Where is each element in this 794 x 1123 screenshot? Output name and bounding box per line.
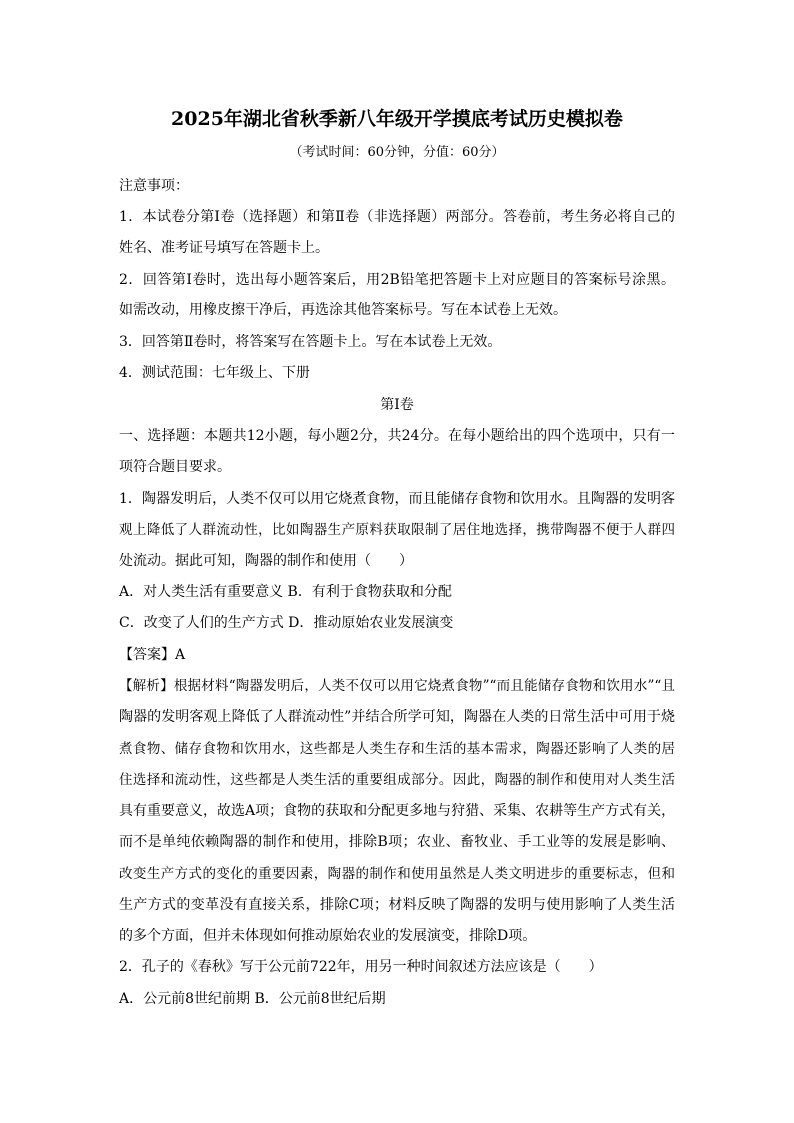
note-line: 1．本试卷分第Ⅰ卷（选择题）和第Ⅱ卷（非选择题）两部分。答卷前，考生务必将自己的 [119, 209, 675, 225]
q1-analysis-line: 的多个方面，但并未体现如何推动原始农业的发展演变，排除D项。 [119, 928, 537, 944]
section-title: 第Ⅰ卷 [380, 397, 414, 413]
q1-analysis-line: 而不是单纯依赖陶器的制作和使用，排除B项；农业、畜牧业、手工业等的发展是影响、 [119, 834, 675, 850]
section-intro-line: 项符合题目要求。 [119, 459, 231, 475]
q1-stem-line: 观上降低了人群流动性，比如陶器生产原料获取限制了居住地选择，携带陶器不便于人群四 [119, 522, 675, 538]
q1-stem-line: 1．陶器发明后，人类不仅可以用它烧煮食物，而且能储存食物和饮用水。且陶器的发明客 [119, 491, 675, 507]
q1-analysis-line: 陶器的发明客观上降低了人群流动性”并结合所学可知，陶器在人类的日常生活中可用于烧 [119, 709, 675, 725]
q2-options-line: A．公元前8世纪前期 B．公元前8世纪后期 [119, 991, 386, 1007]
q1-options-line: C．改变了人们的生产方式 D．推动原始农业发展演变 [119, 615, 454, 631]
exam-title: 2025年湖北省秋季新八年级开学摸底考试历史模拟卷 [171, 108, 623, 130]
note-line: 4．测试范围：七年级上、下册 [119, 365, 310, 381]
note-line: 3．回答第Ⅱ卷时，将答案写在答题卡上。写在本试卷上无效。 [119, 334, 502, 350]
exam-subtitle: （考试时间：60分钟，分值：60分） [289, 145, 505, 160]
q1-analysis-line: 住选择和流动性，这些都是人类生活的重要组成部分。因此，陶器的制作和使用对人类生活 [119, 772, 675, 788]
note-line: 姓名、准考证号填写在答题卡上。 [119, 240, 329, 256]
note-line: 如需改动，用橡皮擦干净后，再选涂其他答案标号。写在本试卷上无效。 [119, 302, 567, 318]
q1-options-line: A．对人类生活有重要意义 B．有利于食物获取和分配 [119, 584, 452, 600]
q2-stem: 2．孔子的《春秋》写于公元前722年，用另一种时间叙述方法应该是（ ） [119, 959, 603, 975]
notes-heading: 注意事项： [119, 178, 189, 194]
section-intro-line: 一、选择题：本题共12小题，每小题2分，共24分。在每小题给出的四个选项中，只有一 [119, 428, 675, 444]
q1-analysis-line: 【解析】根据材料“陶器发明后，人类不仅可以用它烧煮食物”“而且能储存食物和饮用水”“且 [119, 678, 675, 694]
q1-answer: 【答案】A [119, 647, 186, 663]
q1-analysis-line: 煮食物、储存食物和饮用水，这些都是人类生存和生活的基本需求，陶器还影响了人类的居 [119, 741, 675, 757]
q1-analysis-line: 生产方式的变革没有直接关系，排除C项；材料反映了陶器的发明与使用影响了人类生活 [119, 897, 675, 913]
note-line: 2．回答第Ⅰ卷时，选出每小题答案后，用2B铅笔把答题卡上对应题目的答案标号涂黑。 [119, 272, 675, 288]
q1-stem-line: 处流动。据此可知，陶器的制作和使用（ ） [119, 553, 413, 569]
q1-analysis-line: 改变生产方式的变化的重要因素，陶器的制作和使用虽然是人类文明进步的重要标志，但和 [119, 866, 675, 882]
q1-analysis-line: 具有重要意义，故选A项；食物的获取和分配更多地与狩猎、采集、农耕等生产方式有关， [119, 803, 676, 819]
